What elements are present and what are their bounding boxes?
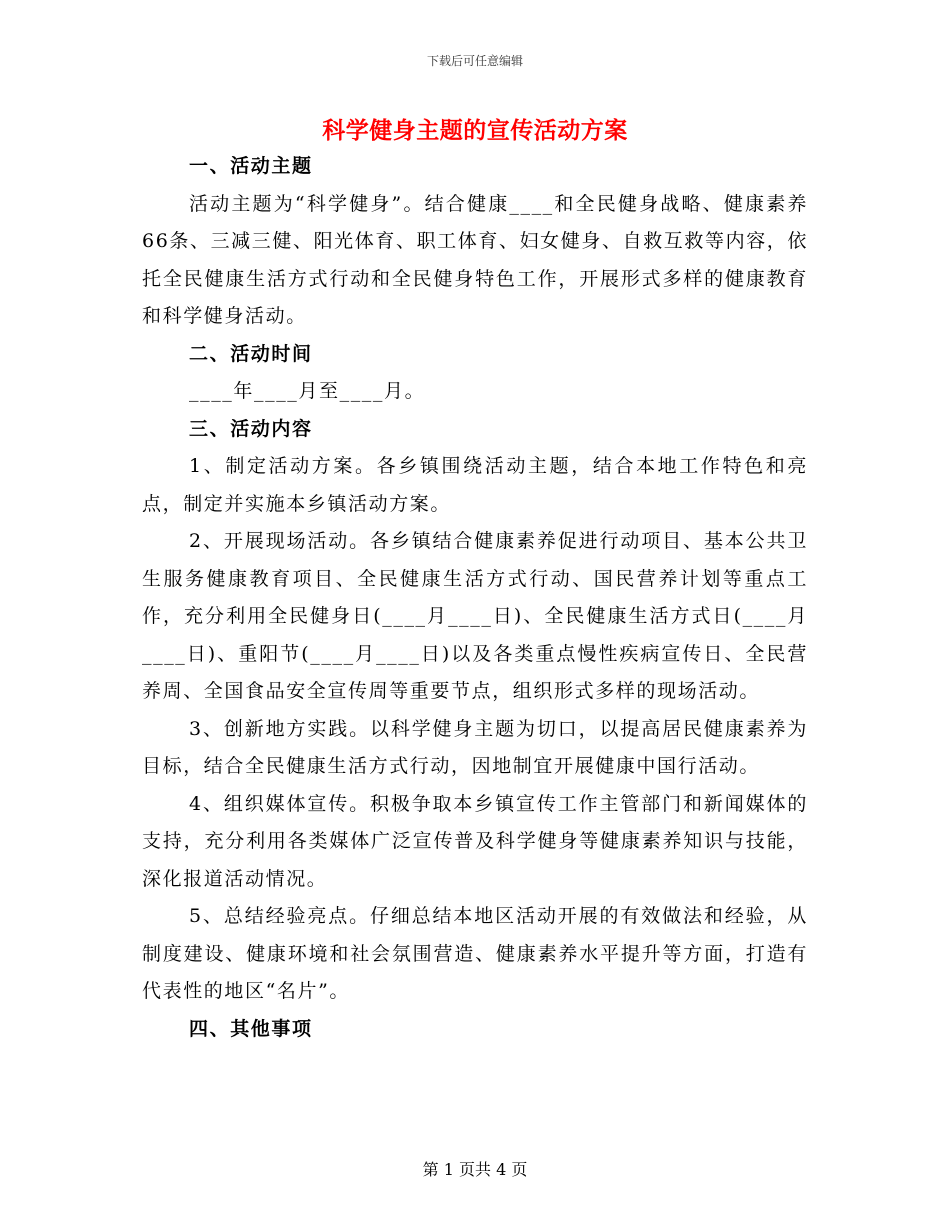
content-item-2: 2、开展现场活动。各乡镇结合健康素养促进行动项目、基本公共卫生服务健康教育项目、全民健康生活方式行动、国民营养计划等重点工作，充分利用全民健身日(____月____日)、全民健康生活方式日(____月____日)、重阳节(____月____日)以及各类重点慢性疾病宣传日、全民营养周、全国食品安全宣传周等重要节点，组织形式多样的现场活动。 [142, 530, 808, 702]
content-item-1: 1、制定活动方案。各乡镇围绕活动主题，结合本地工作特色和亮点，制定并实施本乡镇活动方案。 [142, 455, 808, 515]
section-heading-content: 三、活动内容 [189, 417, 313, 440]
document-body [142, 148, 808, 1048]
content-item-3: 3、创新地方实践。以科学健身主题为切口，以提高居民健康素养为目标，结合全民健康生活方式行动，因地制宜开展健康中国行活动。 [142, 717, 808, 777]
header-note: 下载后可任意编辑 [426, 54, 523, 68]
document-title: 科学健身主题的宣传活动方案 [322, 117, 628, 144]
section-heading-time: 二、活动时间 [189, 342, 313, 365]
paragraph-time: ____年____月至____月。 [189, 380, 426, 402]
content-item-4: 4、组织媒体宣传。积极争取本乡镇宣传工作主管部门和新闻媒体的支持，充分利用各类媒体广泛宣传普及科学健身等健康素养知识与技能，深化报道活动情况。 [142, 792, 808, 890]
content-item-5: 5、总结经验亮点。仔细总结本地区活动开展的有效做法和经验，从制度建设、健康环境和社会氛围营造、健康素养水平提升等方面，打造有代表性的地区“名片”。 [142, 905, 808, 1002]
page-footer: 第 1 页共 4 页 [422, 1160, 528, 1179]
section-heading-theme: 一、活动主题 [189, 155, 313, 177]
section-heading-other: 四、其他事项 [189, 1017, 313, 1040]
paragraph-theme: 活动主题为“科学健身”。结合健康____和全民健身战略、健康素养66条、三减三健、阳光体育、职工体育、妇女健身、自救互救等内容，依托全民健康生活方式行动和全民健身特色工作，开展形式多样的健康教育和科学健身活动。 [142, 192, 808, 327]
